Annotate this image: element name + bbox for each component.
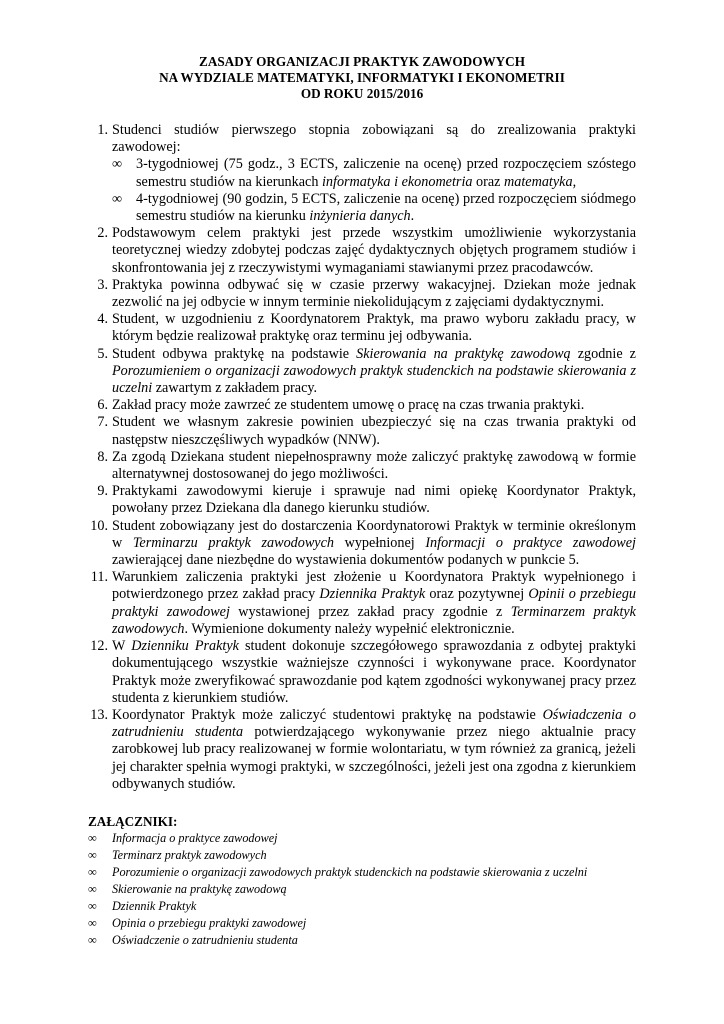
rule-number: 5. bbox=[97, 345, 108, 362]
attachment-item bbox=[88, 932, 636, 949]
rule-text-italic: Terminarzem praktyk zawodowych bbox=[112, 603, 636, 637]
rule-text: Student odbywa praktykę na podstawie bbox=[112, 345, 357, 362]
rule-number: 4. bbox=[97, 311, 108, 328]
rule-item-1 bbox=[88, 122, 636, 225]
rule-text: Zakład pracy może zawrzeć ze studentem umowę o pracę na czas trwania praktyki. bbox=[112, 397, 585, 414]
rule-item-3 bbox=[88, 277, 636, 311]
title-line-1: ZASADY ORGANIZACJI PRAKTYK ZAWODOWYCH bbox=[199, 54, 525, 69]
rule-text: Podstawowym celem praktyki jest przede wszystkim umożliwienie wykorzystania teoretycznej wiedzy zdobytej podczas zajęć dydaktycznych objętych programem studiów i skonfrontowania jej z rzeczywistymi wymaganiami stawianymi przez pracodawców. bbox=[112, 225, 636, 276]
attachment-item bbox=[88, 881, 636, 898]
rule-text: Koordynator Praktyk może zaliczyć studentowi praktykę na podstawie bbox=[112, 706, 543, 723]
infinity-bullet-icon: ∞ bbox=[88, 830, 97, 845]
rule-item-8 bbox=[88, 449, 636, 483]
sub-text-italic: informatyka i ekonometria bbox=[321, 173, 473, 190]
infinity-bullet-icon: ∞ bbox=[88, 915, 97, 930]
rule-text: W bbox=[112, 638, 132, 655]
attachment-text: Oświadczenie o zatrudnieniu studenta bbox=[112, 932, 298, 947]
rule-item-13 bbox=[88, 707, 636, 793]
rule-text: Student, w uzgodnieniu z Koordynatorem Praktyk, ma prawo wyboru zakładu pracy, w którym będzie realizował praktykę oraz terminu jej odbywania. bbox=[112, 311, 636, 345]
rule-number: 12. bbox=[90, 638, 108, 655]
rule-item-12 bbox=[88, 638, 636, 707]
rule-text: zawartym z zakładem pracy. bbox=[152, 380, 318, 397]
attachment-text: Terminarz praktyk zawodowych bbox=[112, 847, 267, 862]
attachment-text: Informacja o praktyce zawodowej bbox=[112, 830, 278, 845]
rule-number: 10. bbox=[90, 517, 108, 534]
attachment-text: Opinia o przebiegu praktyki zawodowej bbox=[112, 915, 307, 930]
rule-text-italic: Dzienniku Praktyk bbox=[131, 638, 239, 655]
sub-text: 4-tygodniowej (90 godzin, 5 ECTS, zaliczenie na ocenę) przed rozpoczęciem siódmego semestru studiów na kierunku bbox=[136, 190, 636, 225]
sub-text: oraz bbox=[472, 173, 504, 190]
rule-number: 1. bbox=[97, 122, 108, 138]
rule-text: Student zobowiązany jest do dostarczenia Koordynatorowi Praktyk w terminie określonym w bbox=[112, 517, 636, 551]
sub-text-italic: inżynieria danych bbox=[309, 208, 411, 225]
rule-item-7 bbox=[88, 414, 636, 448]
rule-text: Za zgodą Dziekana student niepełnosprawny może zaliczyć praktykę zawodową w formie alternatywnej dostosowanej do jego możliwości. bbox=[112, 448, 636, 483]
rule-text: student dokonuje szczegółowego sprawozdania z odbytej praktyki dokumentującego wszystkie ważniejsze czynności i wykonywane prace. Koordynator Praktyk może zweryfikować sprawozdanie pod kątem zgodności wykonywanej pracy przez studenta z kierunkiem studiów. bbox=[112, 638, 637, 706]
attachment-item bbox=[88, 915, 636, 932]
attachment-text: Dziennik Praktyk bbox=[112, 898, 197, 913]
rule-number: 11. bbox=[90, 569, 108, 586]
sub-item-2 bbox=[112, 191, 636, 225]
title-line-3: OD ROKU 2015/2016 bbox=[300, 86, 424, 101]
rule-text-italic: Porozumieniem o organizacji zawodowych praktyk studenckich na podstawie skierowania z uczelni bbox=[112, 362, 636, 397]
rule-number: 7. bbox=[97, 414, 108, 431]
rule-text: Praktykami zawodowymi kieruje i sprawuje nad nimi opiekę Koordynator Praktyk, powołany przez Dziekana dla danego kierunku studiów. bbox=[112, 483, 636, 517]
rule-text: zawierającej dane niezbędne do wystawienia dokumentów podanych w punkcie 5. bbox=[112, 552, 580, 569]
infinity-bullet-icon: ∞ bbox=[88, 898, 97, 913]
infinity-bullet-icon: ∞ bbox=[88, 847, 97, 862]
infinity-bullet-icon: ∞ bbox=[112, 156, 123, 173]
rule-text: wystawionej przez zakład pracy zgodnie z bbox=[229, 603, 511, 620]
sub-text: , bbox=[572, 173, 577, 190]
infinity-bullet-icon: ∞ bbox=[112, 190, 123, 207]
attachment-text: Porozumienie o organizacji zawodowych praktyk studenckich na podstawie skierowania z uczelni bbox=[112, 864, 588, 879]
rule-text: wypełnionej bbox=[334, 534, 426, 551]
rule-text-italic: Terminarzu praktyk zawodowych bbox=[132, 534, 334, 551]
attachments-list bbox=[88, 830, 636, 949]
infinity-bullet-icon: ∞ bbox=[88, 881, 97, 896]
rule-text-italic: Skierowania na praktykę zawodową bbox=[356, 345, 571, 362]
rule-item-10 bbox=[88, 518, 636, 570]
rule-item-6 bbox=[88, 397, 636, 414]
rule-text-italic: Dziennika Praktyk bbox=[319, 586, 426, 603]
rule-item-2 bbox=[88, 225, 636, 277]
rule-text: Warunkiem zaliczenia praktyki jest złożenie u Koordynatora Praktyk wypełnionego i potwierdzonego przez zakład pracy bbox=[112, 569, 636, 603]
sub-text: 3-tygodniowej (75 godz., 3 ECTS, zaliczenie na ocenę) przed rozpoczęciem szóstego semestru studiów na kierunkach bbox=[136, 156, 636, 190]
rules-list bbox=[88, 122, 636, 793]
rule-item-4 bbox=[88, 311, 636, 345]
rule-text: Praktyka powinna odbywać się w czasie przerwy wakacyjnej. Dziekan może jednak zezwolić na jej odbycie w innym terminie niekolidującym z zajęciami dydaktycznymi. bbox=[112, 276, 636, 311]
attachment-item bbox=[88, 864, 636, 881]
attachment-item bbox=[88, 847, 636, 864]
infinity-bullet-icon: ∞ bbox=[88, 932, 97, 947]
rule-text-italic: Informacji o praktyce zawodowej bbox=[425, 534, 636, 551]
infinity-bullet-icon: ∞ bbox=[88, 864, 97, 879]
rule-text: Studenci studiów pierwszego stopnia zobowiązani są do zrealizowania praktyki zawodowej: bbox=[112, 122, 636, 156]
sub-item-1 bbox=[112, 156, 636, 190]
rule-text: oraz pozytywnej bbox=[425, 586, 529, 603]
rule-number: 6. bbox=[97, 397, 108, 414]
attachment-text: Skierowanie na praktykę zawodową bbox=[112, 881, 287, 896]
rule-number: 13. bbox=[90, 706, 108, 723]
attachment-item bbox=[88, 830, 636, 847]
rule-text: . Wymienione dokumenty należy wypełnić elektronicznie. bbox=[184, 620, 515, 637]
rule-number: 3. bbox=[97, 276, 108, 293]
document-title bbox=[88, 54, 636, 102]
rule-number: 9. bbox=[97, 483, 108, 500]
rule-number: 2. bbox=[97, 225, 108, 242]
sub-text-italic: matematyka bbox=[504, 173, 573, 190]
attachment-item bbox=[88, 898, 636, 915]
rule-text: zgodnie z bbox=[570, 345, 636, 362]
rule-item-11 bbox=[88, 569, 636, 638]
rule-text: Student we własnym zakresie powinien ubezpieczyć się na czas trwania praktyki od następstw nieszczęśliwych wypadków (NNW). bbox=[112, 414, 636, 448]
rule-text: potwierdzającego wykonywanie przez niego aktualnie pracy zarobkowej lub pracy realizowanej w formie wolontariatu, w tym również za granicą, jeżeli jej charakter spełnia wymogi praktyki, w szczególności, jeżeli jest ona zgodna z kierunkiem odbywanych studiów. bbox=[112, 724, 637, 792]
rule-item-9 bbox=[88, 483, 636, 517]
sub-text: . bbox=[410, 208, 415, 225]
rule-item-5 bbox=[88, 346, 636, 398]
rule-text-italic: Oświadczenia o zatrudnieniu studenta bbox=[112, 706, 636, 741]
rule-number: 8. bbox=[97, 448, 108, 465]
rule-text-italic: Opinii o przebiegu praktyki zawodowej bbox=[112, 586, 637, 620]
title-line-2: NA WYDZIALE MATEMATYKI, INFORMATYKI I EKONOMETRII bbox=[159, 70, 565, 85]
attachments-heading: ZAŁĄCZNIKI: bbox=[88, 813, 178, 829]
rule-1-sublist bbox=[112, 156, 636, 225]
